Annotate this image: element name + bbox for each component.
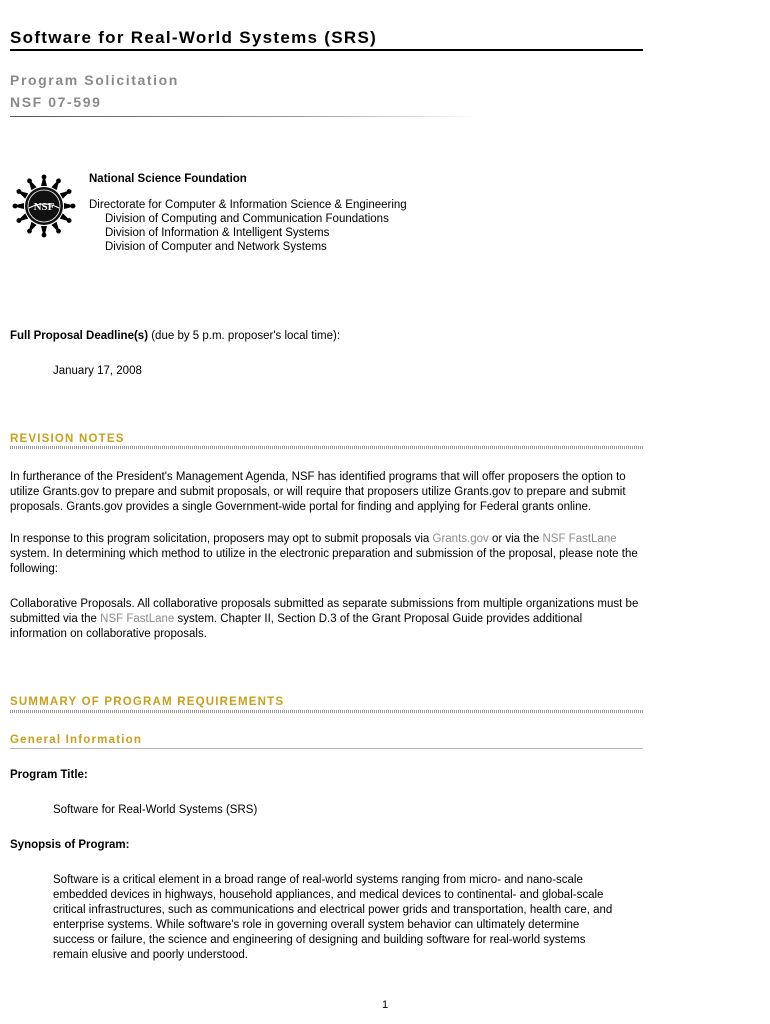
deadline-note: (due by 5 p.m. proposer's local time): [148, 330, 341, 342]
document-title: Software for Real-World Systems (SRS) [10, 28, 378, 47]
nsf-logo-icon [12, 174, 76, 238]
agency-name: National Science Foundation [89, 173, 247, 185]
grants-gov-link[interactable]: Grants.gov [432, 533, 489, 545]
division-item: Division of Computer and Network Systems [105, 241, 327, 253]
directorate-name: Directorate for Computer & Information Science & Engineering [89, 199, 407, 211]
program-title-value: Software for Real-World Systems (SRS) [53, 804, 258, 816]
solicitation-number: NSF 07-599 [10, 94, 102, 110]
subtitle-rule [10, 116, 480, 117]
program-title-label: Program Title: [10, 769, 88, 781]
general-information-heading: General Information [10, 734, 143, 746]
deadline-label: Full Proposal Deadline(s) [10, 330, 149, 342]
revision-paragraph-2: In response to this program solicitation, proposers may opt to submit proposals via Grants.gov or via the NSF FastLane system. In determining which method to utilize in the electronic preparation and submission of the proposal, please note the following: [10, 533, 638, 575]
section-rule [10, 710, 643, 713]
revision-paragraph-1: In furtherance of the President's Management Agenda, NSF has identified programs that will offer proposers the option to utilize Grants.gov to prepare and submit proposals, or will require that proposers utilize Grants.gov to prepare and submit proposals. Grants.gov provides a single Government-wide portal for finding and applying for Federal grants online. [10, 471, 626, 513]
section-rule [10, 446, 643, 449]
division-item: Division of Information & Intelligent Systems [105, 227, 330, 239]
page-number: 1 [381, 999, 389, 1011]
deadline-line [10, 329, 340, 344]
title-rule [10, 49, 643, 51]
subsection-rule [10, 748, 643, 749]
division-item: Division of Computing and Communication Foundations [105, 213, 389, 225]
summary-heading: SUMMARY OF PROGRAM REQUIREMENTS [10, 696, 285, 708]
deadline-date: January 17, 2008 [53, 365, 142, 377]
solicitation-label: Program Solicitation [10, 72, 179, 88]
revision-notes-heading: REVISION NOTES [10, 433, 125, 445]
revision-paragraph-3: Collaborative Proposals. All collaborative proposals submitted as separate submissions from multiple organizations must be submitted via the NSF FastLane system. Chapter II, Section D.3 of the Grant Proposal Guide provides additional information on collaborative proposals. [10, 598, 639, 640]
fastlane-link[interactable]: NSF FastLane [100, 613, 175, 625]
synopsis-text: Software is a critical element in a broad range of real-world systems ranging from micro- and nano-scale embedded devices in highways, household appliances, and medical devices to continental- and global-scale critical infrastructures, such as communications and electrical power grids and transportation, health care, and enterprise systems. While software's role in governing overall system behavior can ultimately determine success or failure, the science and engineering of designing and building software for real-world systems remain elusive and poorly understood. [53, 874, 613, 961]
nsf-logo-text: NSF [33, 201, 55, 213]
fastlane-link[interactable]: NSF FastLane [542, 533, 617, 545]
synopsis-label: Synopsis of Program: [10, 839, 130, 851]
